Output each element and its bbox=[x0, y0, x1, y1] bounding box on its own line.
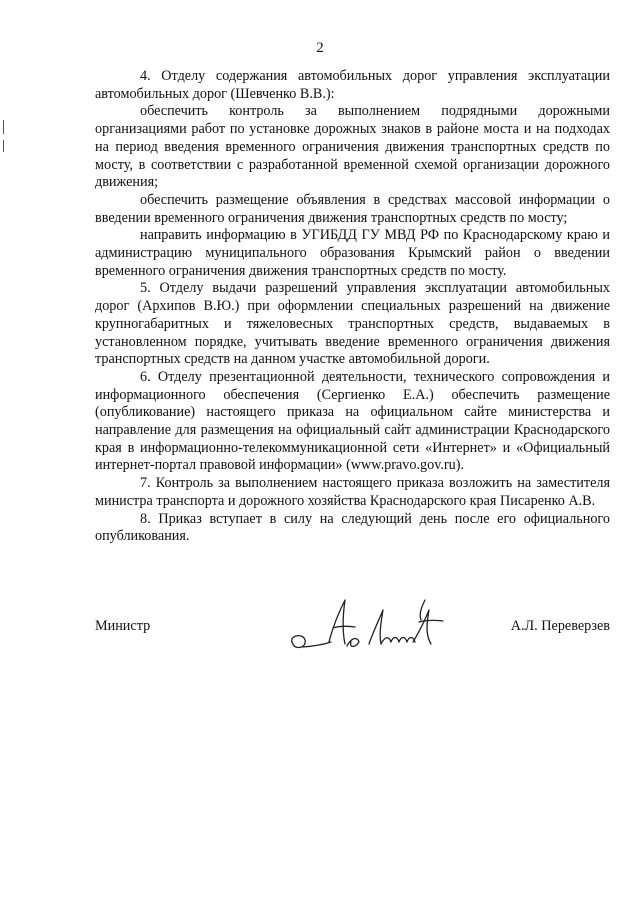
document-body bbox=[95, 68, 610, 546]
paragraph-4-item-inform: направить информацию в УГИБДД ГУ МВД РФ по Краснодарскому краю и администрацию муниципального образования Крымский район о введении временного ограничения движения транспортных средств по мосту. bbox=[95, 227, 610, 279]
paragraph-4-item-control: обеспечить контроль за выполнением подрядными дорожными организациями работ по установке дорожных знаков в районе моста и на подходах на период введения временного ограничения движения транспортных средств по мосту, в соответствии с разработанной временной схемой организации дорожного движения; bbox=[95, 103, 610, 191]
signature-block bbox=[95, 618, 610, 678]
paragraph-5: 5. Отделу выдачи разрешений управления эксплуатации автомобильных дорог (Архипов В.Ю.) при оформлении специальных разрешений на движение крупногабаритных и тяжеловесных транспортных средств, выдаваемых в установленном порядке, учитывать введение временного ограничения движения транспортных средств на данном участке автомобильной дороги. bbox=[95, 280, 610, 368]
paragraph-4: 4. Отделу содержания автомобильных дорог управления эксплуатации автомобильных дорог (Шевченко В.В.): bbox=[95, 68, 610, 102]
paragraph-8: 8. Приказ вступает в силу на следующий день после его официального опубликования. bbox=[95, 510, 610, 545]
paragraph-6: 6. Отделу презентационной деятельности, технического сопровождения и информационного обеспечения (Сергиенко Е.А.) обеспечить размещение (опубликование) настоящего приказа на официальном сайте министерства и направление для размещения на официальный сайт администрации Краснодарского края в информационно-телекоммуникационной сети «Интернет» и «Официальный интернет-портал правовой информации» (www.pravo.gov.ru). bbox=[95, 368, 610, 474]
signatory-title: Министр bbox=[95, 618, 151, 634]
page-number: 2 bbox=[316, 40, 324, 56]
paragraph-7: 7. Контроль за выполнением настоящего приказа возложить на заместителя министра транспорта и дорожного хозяйства Краснодарского края Писаренко А.В. bbox=[95, 475, 610, 509]
signatory-name: А.Л. Переверзев bbox=[510, 618, 610, 634]
paragraph-4-item-media: обеспечить размещение объявления в средствах массовой информации о введении временного ограничения движения транспортных средств по мосту; bbox=[95, 191, 610, 226]
handwritten-signature bbox=[285, 592, 475, 662]
margin-marks bbox=[3, 120, 7, 160]
